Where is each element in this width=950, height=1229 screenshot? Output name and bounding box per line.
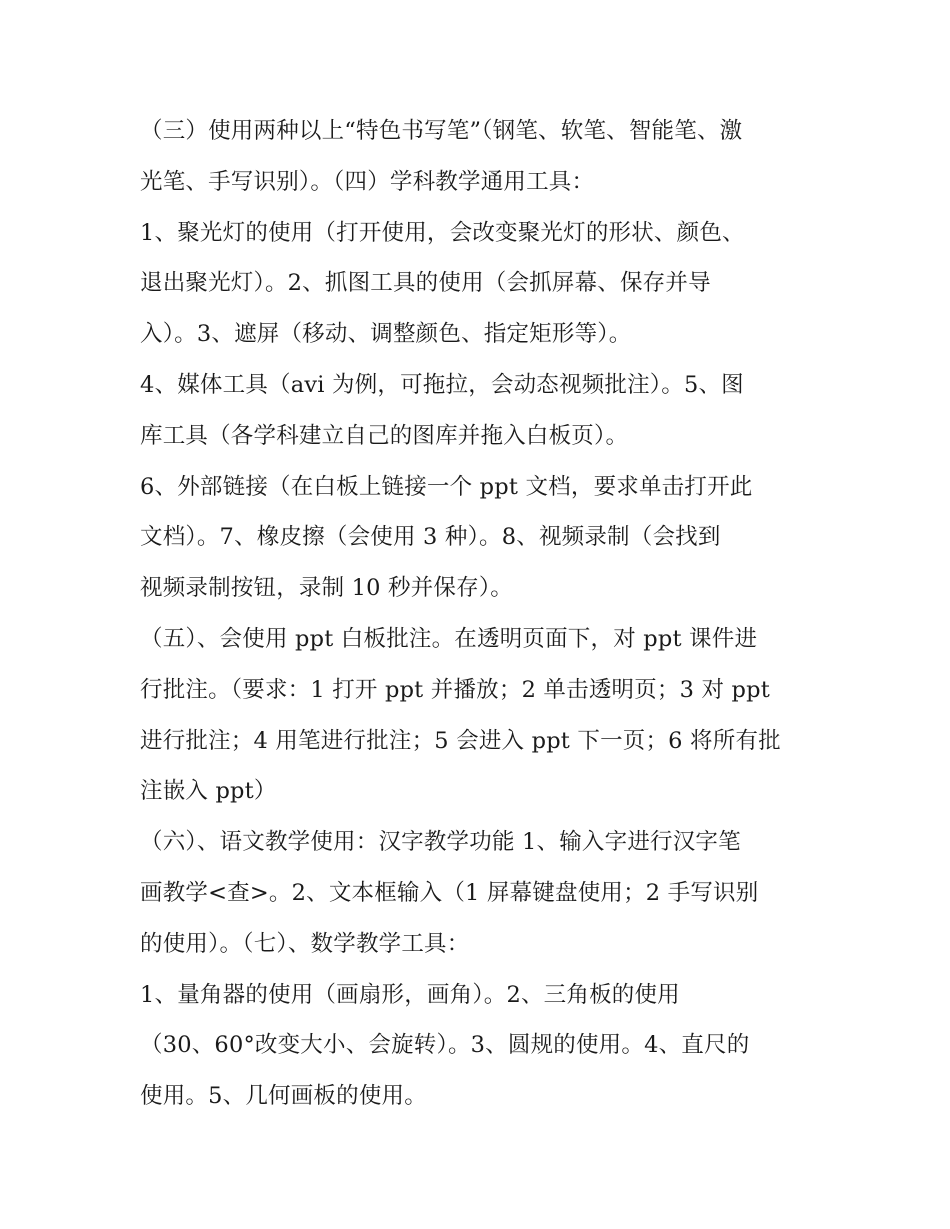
text-line: 视频录制按钮，录制 10 秒并保存）。 [140,575,513,602]
text-line: （五）、会使用 ppt 白板批注。在透明页面下，对 ppt 课件进 [140,625,758,652]
text-line: 行批注。（要求：1 打开 ppt 并播放；2 单击透明页；3 对 ppt [140,676,771,703]
text-line: 光笔、手写识别）。（四）学科教学通用工具： [140,168,595,195]
text-line: 4、媒体工具（avi 为例，可拖拉，会动态视频批注）。5、图 [140,371,744,398]
text-line: 注嵌入 ppt） [140,778,277,805]
text-line: （六）、语文教学使用：汉字教学功能 1、输入字进行汉字笔 [140,829,741,856]
text-line: 的使用）。（七）、数学教学工具： [140,930,470,957]
text-line: 使用。5、几何画板的使用。 [140,1083,427,1110]
text-line: 入）。3、遮屏（移动、调整颜色、指定矩形等）。 [140,321,632,348]
text-line: 6、外部链接（在白板上链接一个 ppt 文档，要求单击打开此 [140,473,753,500]
text-line: （三）使用两种以上“特色书写笔”（钢笔、软笔、智能笔、激 [140,118,743,144]
text-line: 退出聚光灯）。2、抓图工具的使用（会抓屏幕、保存并导 [140,270,711,297]
text-line: （30、60°改变大小、会旋转）。3、圆规的使用。4、直尺的 [140,1032,750,1059]
text-line: 1、量角器的使用（画扇形，画角）。2、三角板的使用 [140,981,680,1008]
text-line: 进行批注；4 用笔进行批注；5 会进入 ppt 下一页；6 将所有批 [140,727,781,754]
text-line: 画教学<查>。2、文本框输入（1 屏幕键盘使用；2 手写识别 [140,879,759,906]
text-line: 文档）。7、橡皮擦（会使用 3 种）。8、视频录制（会找到 [140,524,721,551]
text-line: 1、聚光灯的使用（打开使用，会改变聚光灯的形状、颜色、 [140,219,745,246]
text-line: 库工具（各学科建立自己的图库并拖入白板页）。 [140,422,629,449]
document-body [140,106,820,1122]
